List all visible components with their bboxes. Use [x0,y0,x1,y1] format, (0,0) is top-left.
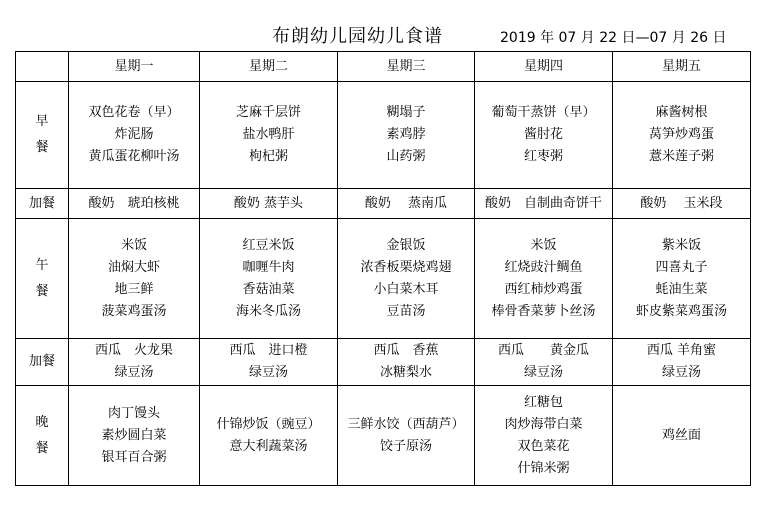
dish-item: 浓香板栗烧鸡翅 [360,259,452,275]
dish-list [338,102,474,168]
corner-cell [16,52,69,82]
dish-list [475,193,612,215]
menu-cell [475,386,613,486]
dish-item: 肉炒海带白菜 [504,416,583,432]
menu-cell [338,219,475,339]
meal-row-snack-afternoon [16,339,751,386]
dish-item: 小白菜木耳 [373,281,439,297]
menu-cell [69,339,200,386]
dish-list [200,102,337,168]
meal-label [16,219,69,339]
day-header: 星期四 [475,52,613,82]
dish-item: 酸奶 蒸南瓜 [364,195,448,211]
dish-item: 鸡丝面 [661,427,701,443]
dish-item: 薏米莲子粥 [648,149,714,164]
dish-list [475,340,612,384]
dish-list [613,193,750,215]
meal-label-char: 晚 [35,414,49,430]
meal-label [16,82,69,189]
dish-list [200,340,337,384]
dish-item: 米饭 [530,237,557,253]
day-header: 星期三 [338,52,475,82]
meal-label-char: 餐 [35,283,49,299]
dish-list [475,235,612,323]
dish-item: 山药粥 [386,149,426,164]
date-range: 2019 年 07 月 22 日—07 月 26 日 [500,30,727,46]
menu-cell [338,189,475,219]
dish-item: 棒骨香菜萝卜丝汤 [491,303,596,319]
menu-cell [338,386,475,486]
dish-item: 红豆米饭 [242,237,295,253]
dish-item: 西瓜 黄金瓜 [497,343,589,358]
dish-item: 什锦米粥 [517,460,570,476]
dish-item: 饺子原汤 [379,438,432,454]
day-header: 星期五 [613,52,751,82]
dish-list [338,193,474,215]
dish-list [200,414,337,458]
dish-list [613,425,750,447]
dish-list [613,340,750,384]
dish-item: 西瓜 进口橙 [229,343,308,358]
meal-label: 加餐 [16,189,69,219]
menu-title-bar [0,0,767,50]
dish-item: 油焖大虾 [107,259,160,275]
dish-list [69,340,199,384]
dish-item: 西瓜 羊角蜜 [646,343,717,358]
dish-list [69,235,199,323]
dish-list [69,193,199,215]
dish-item: 枸杞粥 [248,149,288,164]
meal-row-breakfast [16,82,751,189]
menu-cell [200,339,338,386]
dish-list [69,102,199,168]
dish-item: 黄瓜蛋花柳叶汤 [88,149,180,164]
dish-item: 麻酱树根 [655,105,708,120]
meal-label-char: 早 [35,114,49,129]
dish-item: 葡萄干蒸饼（早） [491,105,596,120]
dish-item: 肉丁馒头 [107,405,160,421]
dish-item: 绿豆汤 [248,365,288,380]
dish-item: 芝麻千层饼 [235,105,301,120]
dish-list [200,193,337,215]
dish-item: 双色菜花 [517,438,570,454]
dish-item: 虾皮紫菜鸡蛋汤 [635,303,727,319]
day-header: 星期二 [200,52,338,82]
dish-list [69,403,199,469]
dish-item: 红糖包 [523,394,563,410]
dish-item: 绿豆汤 [661,365,701,380]
dish-item: 蚝油生菜 [655,281,708,297]
dish-item: 冰糖梨水 [379,365,432,380]
dish-item: 绿豆汤 [114,365,154,380]
dish-item: 金银饭 [386,237,426,253]
dish-item: 三鲜水饺（西葫芦） [347,416,465,432]
day-header: 星期一 [69,52,200,82]
dish-item: 豆苗汤 [386,303,426,319]
dish-item: 糊塌子 [386,105,426,120]
menu-cell [200,189,338,219]
dish-item: 西瓜 香蕉 [373,343,439,358]
dish-item: 银耳百合粥 [101,449,167,465]
menu-cell [613,219,751,339]
dish-item: 红枣粥 [523,149,563,164]
dish-list [613,235,750,323]
dish-item: 酸奶 蒸芋头 [233,195,304,211]
dish-item: 酸奶 自制曲奇饼干 [484,195,602,211]
dish-item: 绿豆汤 [523,365,563,380]
dish-item: 紫米饭 [661,237,701,253]
dish-item: 西红柿炒鸡蛋 [504,281,583,297]
menu-cell [338,339,475,386]
menu-cell [69,386,200,486]
dish-item: 香菇油菜 [242,281,295,297]
dish-list [613,102,750,168]
menu-cell [200,219,338,339]
dish-list [200,235,337,323]
meal-label [16,386,69,486]
dish-item: 海米冬瓜汤 [235,303,301,319]
meal-label-char: 餐 [35,140,49,155]
menu-cell [69,189,200,219]
dish-item: 咖喱牛肉 [242,259,295,275]
dish-item: 酸奶 琥珀核桃 [88,195,180,211]
dish-item: 炸泥肠 [114,127,154,142]
menu-cell [475,339,613,386]
dish-item: 菠菜鸡蛋汤 [101,303,167,319]
dish-item: 什锦炒饭（豌豆） [216,416,321,432]
meal-label-char: 午 [35,257,49,273]
menu-cell [613,82,751,189]
dish-item: 四喜丸子 [655,259,708,275]
menu-cell [475,219,613,339]
dish-item: 酱肘花 [523,127,563,142]
menu-cell [475,82,613,189]
dish-item: 意大利蔬菜汤 [229,438,308,454]
menu-cell [200,82,338,189]
menu-cell [200,386,338,486]
dish-list [475,102,612,168]
dish-list [338,235,474,323]
menu-cell [69,82,200,189]
menu-cell [613,339,751,386]
menu-cell [69,219,200,339]
page-title: 布朗幼儿园幼儿食谱 [272,26,443,47]
dish-list [338,340,474,384]
meal-label: 加餐 [16,339,69,386]
meal-row-dinner [16,386,751,486]
dish-item: 米饭 [120,237,147,253]
meal-row-lunch [16,219,751,339]
dish-list [338,414,474,458]
meal-row-snack-morning [16,189,751,219]
dish-item: 西瓜 火龙果 [94,343,173,358]
menu-cell [613,386,751,486]
dish-item: 酸奶 玉米段 [640,195,723,211]
menu-cell [338,82,475,189]
dish-item: 盐水鸭肝 [242,127,295,142]
dish-item: 素炒圆白菜 [101,427,167,443]
menu-cell [475,189,613,219]
dish-item: 红烧豉汁鲷鱼 [504,259,583,275]
dish-item: 地三鲜 [114,281,154,297]
dish-item: 莴笋炒鸡蛋 [648,127,714,142]
weekly-menu-table [15,51,751,486]
header-row [16,52,751,82]
dish-item: 双色花卷（早） [88,105,180,120]
dish-item: 素鸡脖 [386,127,426,142]
meal-label-char: 餐 [35,440,49,456]
menu-cell [613,189,751,219]
dish-list [475,392,612,480]
